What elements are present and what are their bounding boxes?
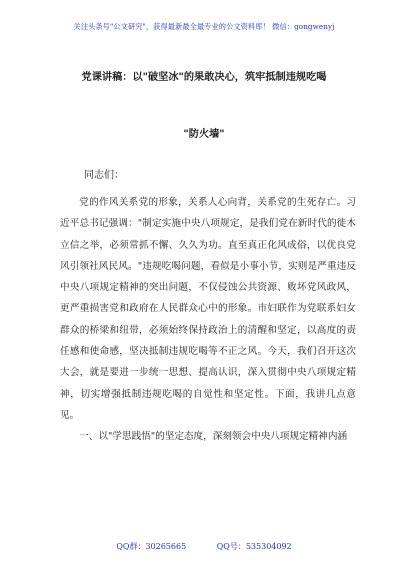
footer-qq-number: QQ号：535304092	[216, 542, 292, 551]
title-line-1: 党课讲稿：以"破坚冰"的果敢决心，筑牢抵制违规吃喝	[81, 71, 327, 83]
title-line-2: "防火墙"	[183, 128, 225, 140]
body-paragraph: 党的作风关系党的形象，关系人心向背，关系党的生死存亡。习近平总书记强调："制定实施中央八项规定，是我们党在新时代的徙木立信之举，必须常抓不懈、久久为功。直至真正化风成俗，以优良党风引领社风民风。"违规吃喝问题，看似是小事小节，实则是严重违反中央八项规定精神的突出问题，不仅侵蚀公共资源、败坏党风政风，更严重损害党和政府在人民群众心中的形象。市妇联作为党联系妇女群众的桥梁和纽带，必须始终保持政治上的清醒和坚定，以高度的责任感和使命感，坚决抵制违规吃喝等不正之风。今天，我们召开这次大会，就是要进一步统一思想、提高认识，深入贯彻中央八项规定精神，切实增强抵制违规吃喝的自觉性和坚定性。下面，我讲几点意见。	[60, 197, 356, 421]
salutation: 同志们：	[84, 170, 124, 181]
footer-contacts	[0, 541, 408, 552]
document-body	[60, 192, 356, 448]
header-promo: 关注头条号"公文研究"，获得最新最全最专业的公文资料库！ 微信：gongwenyj	[73, 22, 335, 31]
footer-qq-group: QQ群：30265665	[116, 542, 187, 551]
section-heading: 一、以"学思践悟"的坚定态度，深刻领会中央八项规定精神内涵	[79, 431, 348, 443]
